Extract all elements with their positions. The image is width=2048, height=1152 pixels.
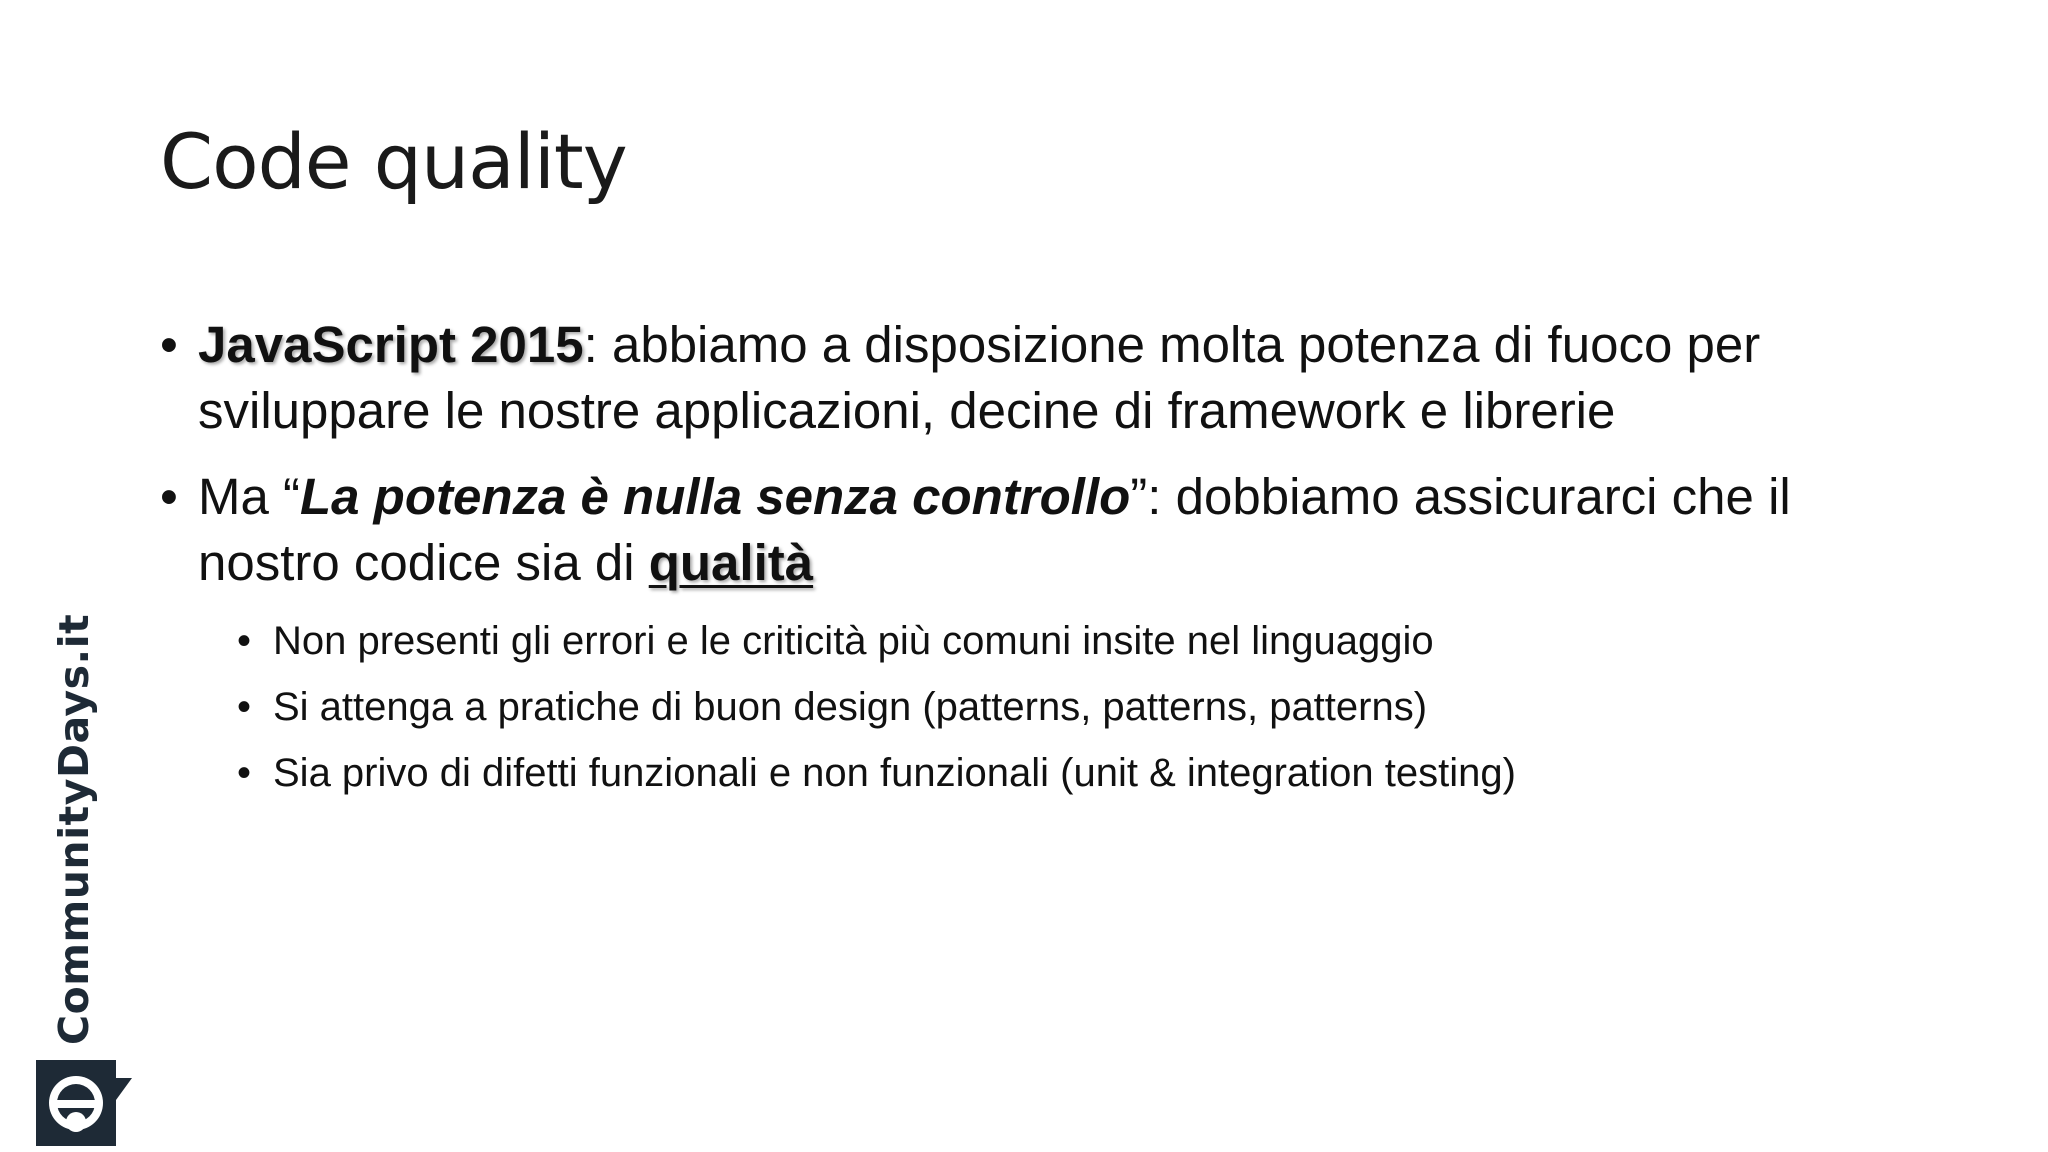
sub-bullet-item [237,608,1940,674]
community-days-logo-icon [36,1060,132,1146]
bullet-text: : abbiamo a disposizione molta potenza di fuoco per sviluppare le nostre applicazioni, decine di framework e librerie [198,316,1761,439]
bullet-underlined-term: qualità [648,534,814,591]
sub-bullet-text: Non presenti gli errori e le criticità più comuni insite nel linguaggio [273,619,1434,663]
sub-bullet-dot: • [237,619,252,663]
bullet-quote: La potenza è nulla senza controllo [300,468,1131,525]
sub-bullet-dot: • [237,751,252,795]
logo-wordmark: CommunityDays.it [50,613,98,1045]
bullet-dot: • [160,468,178,525]
bullet-prefix: Ma “ [198,468,300,525]
sub-bullet-text: Si attenga a pratiche di buon design (patterns, patterns, patterns) [273,685,1428,729]
slide-content [160,312,1940,806]
slide-title: Code quality [160,117,627,206]
bullet-power-control [160,464,1940,596]
sub-bullet-list [160,608,1940,806]
bullet-dot: • [160,316,178,373]
sub-bullet-item [237,740,1940,806]
bullet-bold-term: JavaScript 2015 [198,316,584,373]
sub-bullet-item [237,674,1940,740]
bullet-javascript-2015 [160,312,1940,444]
bullet-text: ”: dobbiamo assicurarci che il nostro codice sia di [198,468,1791,591]
sub-bullet-text: Sia privo di difetti funzionali e non funzionali (unit & integration testing) [273,751,1516,795]
sub-bullet-dot: • [237,685,252,729]
